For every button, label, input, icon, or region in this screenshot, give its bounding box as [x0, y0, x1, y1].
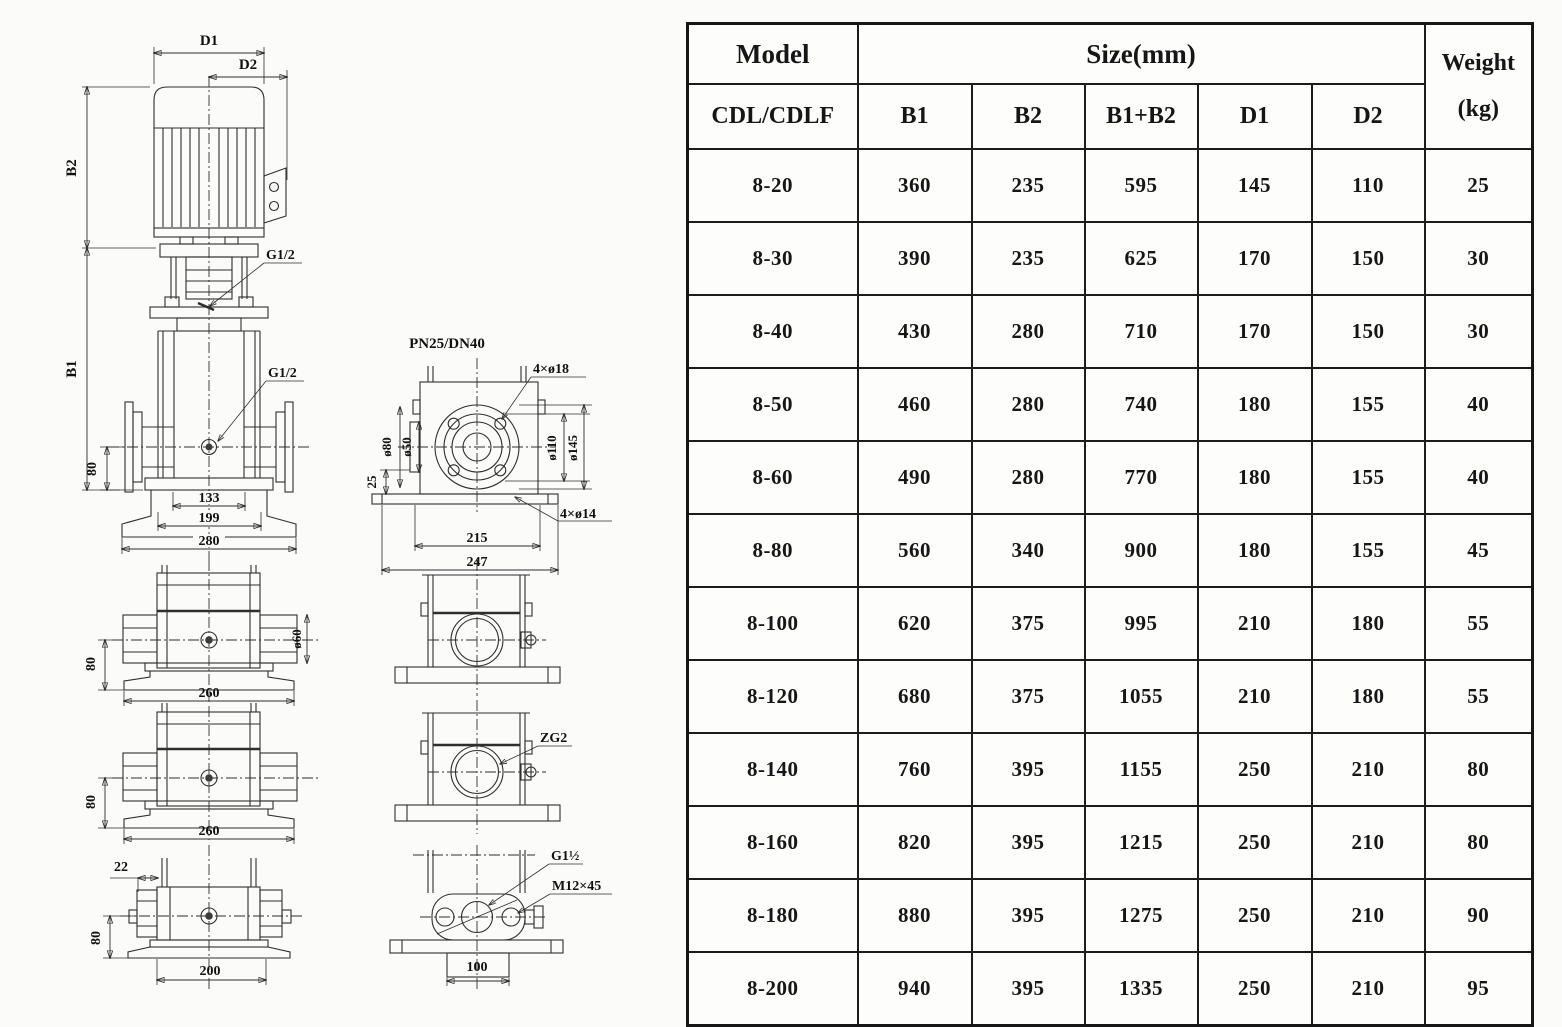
- cell-d1: 180: [1198, 368, 1312, 441]
- cell-d2: 155: [1312, 368, 1425, 441]
- cell-d2: 180: [1312, 587, 1425, 660]
- cell-b1b2: 1155: [1085, 733, 1198, 806]
- table-row: [688, 587, 1533, 660]
- cell-b1: 460: [858, 368, 972, 441]
- cell-d2: 210: [1312, 733, 1425, 806]
- callout-m12x45: M12×45: [552, 879, 602, 894]
- table-row: [688, 368, 1533, 441]
- callout-g1half: G1½: [551, 849, 580, 864]
- header-col-b2: B2: [972, 84, 1085, 149]
- table-row: [688, 514, 1533, 587]
- dim-d50: ø50: [399, 437, 414, 457]
- cell-d2: 210: [1312, 879, 1425, 952]
- weight-unit-label: (kg): [1457, 95, 1499, 122]
- cell-model: 8-80: [688, 514, 858, 587]
- side-view-2: [84, 703, 318, 844]
- header-col-b1b2: B1+B2: [1085, 84, 1198, 149]
- cell-b1: 560: [858, 514, 972, 587]
- cell-model: 8-40: [688, 295, 858, 368]
- callout-4xd14: 4×ø14: [560, 507, 596, 522]
- header-col-b1: B1: [858, 84, 972, 149]
- cell-b1: 490: [858, 441, 972, 514]
- cell-model: 8-30: [688, 222, 858, 295]
- dim-100: 100: [466, 960, 488, 975]
- cell-d1: 170: [1198, 295, 1312, 368]
- cell-d2: 110: [1312, 149, 1425, 222]
- cell-weight: 45: [1425, 514, 1533, 587]
- dim-b2: B2: [64, 159, 80, 177]
- header-weight: [1425, 24, 1533, 150]
- cell-b2: 280: [972, 441, 1085, 514]
- flange-top-view: [364, 336, 612, 575]
- dim-25: 25: [364, 475, 379, 489]
- cell-b1b2: 1055: [1085, 660, 1198, 733]
- cell-d1: 170: [1198, 222, 1312, 295]
- cell-b2: 395: [972, 806, 1085, 879]
- front-view: [64, 33, 312, 560]
- cell-d1: 250: [1198, 879, 1312, 952]
- cell-weight: 55: [1425, 587, 1533, 660]
- cell-b2: 395: [972, 733, 1085, 806]
- cell-model: 8-200: [688, 952, 858, 1026]
- cell-d1: 250: [1198, 733, 1312, 806]
- header-col-d2: D2: [1312, 84, 1425, 149]
- dim-80-bottom: 80: [89, 931, 104, 945]
- dim-247: 247: [466, 555, 488, 570]
- cell-model: 8-140: [688, 733, 858, 806]
- cell-d1: 180: [1198, 514, 1312, 587]
- cell-weight: 90: [1425, 879, 1533, 952]
- cell-b1: 940: [858, 952, 972, 1026]
- cell-b1b2: 770: [1085, 441, 1198, 514]
- callout-g12-port: G1/2: [268, 366, 297, 381]
- bottom-view: [89, 845, 302, 992]
- cell-weight: 95: [1425, 952, 1533, 1026]
- cell-b1: 760: [858, 733, 972, 806]
- cell-model: 8-180: [688, 879, 858, 952]
- table-row: [688, 441, 1533, 514]
- cell-b1b2: 1335: [1085, 952, 1198, 1026]
- cell-d1: 180: [1198, 441, 1312, 514]
- table-row: [688, 952, 1533, 1026]
- cell-model: 8-160: [688, 806, 858, 879]
- cell-d1: 250: [1198, 806, 1312, 879]
- cell-weight: 30: [1425, 222, 1533, 295]
- header-size: Size(mm): [858, 24, 1425, 85]
- cell-b1b2: 710: [1085, 295, 1198, 368]
- dim-80-front: 80: [85, 462, 100, 476]
- dim-d2: D2: [238, 57, 258, 73]
- dim-260-sv1: 260: [198, 686, 220, 701]
- callout-zg2: ZG2: [540, 731, 568, 746]
- weight-label: Weight: [1441, 49, 1515, 76]
- cell-weight: 30: [1425, 295, 1533, 368]
- cell-b2: 395: [972, 952, 1085, 1026]
- table-row: [688, 149, 1533, 222]
- dim-80-sv2: 80: [84, 795, 99, 809]
- cell-b2: 395: [972, 879, 1085, 952]
- table-row: [688, 660, 1533, 733]
- cell-b1: 360: [858, 149, 972, 222]
- cell-b2: 340: [972, 514, 1085, 587]
- cell-b1b2: 595: [1085, 149, 1198, 222]
- cell-weight: 40: [1425, 368, 1533, 441]
- cell-d2: 155: [1312, 441, 1425, 514]
- header-series: CDL/CDLF: [688, 84, 858, 149]
- dim-133: 133: [198, 491, 220, 506]
- flange-title: PN25/DN40: [409, 336, 485, 352]
- cell-b1b2: 995: [1085, 587, 1198, 660]
- cell-b2: 280: [972, 368, 1085, 441]
- cell-model: 8-60: [688, 441, 858, 514]
- table-body: [688, 149, 1533, 1026]
- callout-4xd18: 4×ø18: [533, 362, 569, 377]
- port-view-3: [390, 845, 612, 992]
- cell-b1: 390: [858, 222, 972, 295]
- callout-g12-coupling: G1/2: [266, 248, 295, 263]
- port-view-1: [395, 560, 560, 696]
- cell-d2: 155: [1312, 514, 1425, 587]
- cell-b2: 235: [972, 149, 1085, 222]
- cell-b1: 820: [858, 806, 972, 879]
- table-row: [688, 806, 1533, 879]
- cell-weight: 80: [1425, 806, 1533, 879]
- cell-b1b2: 625: [1085, 222, 1198, 295]
- dim-d80: ø80: [379, 437, 394, 457]
- port-view-2: [395, 700, 572, 834]
- dim-d60: ø60: [289, 629, 304, 649]
- dim-200: 200: [199, 964, 221, 979]
- dim-d110: ø110: [544, 435, 559, 461]
- pump-technical-drawing: [0, 0, 686, 1000]
- cell-b2: 235: [972, 222, 1085, 295]
- cell-d1: 250: [1198, 952, 1312, 1026]
- dimensions-table: [686, 22, 1534, 1027]
- cell-model: 8-100: [688, 587, 858, 660]
- cell-b1: 430: [858, 295, 972, 368]
- dim-280: 280: [198, 534, 220, 549]
- dim-d145: ø145: [565, 435, 580, 461]
- dim-b1: B1: [64, 360, 80, 378]
- table-pane: [686, 22, 1532, 1027]
- cell-model: 8-50: [688, 368, 858, 441]
- cell-model: 8-120: [688, 660, 858, 733]
- table-row: [688, 222, 1533, 295]
- dim-80-sv1: 80: [84, 657, 99, 671]
- cell-d2: 210: [1312, 806, 1425, 879]
- table-row: [688, 295, 1533, 368]
- cell-weight: 25: [1425, 149, 1533, 222]
- header-row-2: [688, 84, 1533, 149]
- cell-d2: 210: [1312, 952, 1425, 1026]
- cell-b1: 880: [858, 879, 972, 952]
- dim-260-sv2: 260: [198, 824, 220, 839]
- cell-d1: 210: [1198, 660, 1312, 733]
- cell-b1b2: 1275: [1085, 879, 1198, 952]
- cell-weight: 40: [1425, 441, 1533, 514]
- table-row: [688, 879, 1533, 952]
- header-col-d1: D1: [1198, 84, 1312, 149]
- cell-weight: 55: [1425, 660, 1533, 733]
- cell-b1b2: 900: [1085, 514, 1198, 587]
- dim-215: 215: [466, 531, 488, 546]
- cell-model: 8-20: [688, 149, 858, 222]
- cell-b1: 620: [858, 587, 972, 660]
- dim-22: 22: [114, 860, 128, 875]
- dim-199: 199: [198, 511, 220, 526]
- dim-d1: D1: [199, 33, 219, 49]
- cell-d1: 210: [1198, 587, 1312, 660]
- cell-d2: 180: [1312, 660, 1425, 733]
- cell-b1: 680: [858, 660, 972, 733]
- table-row: [688, 733, 1533, 806]
- cell-weight: 80: [1425, 733, 1533, 806]
- cell-b1b2: 1215: [1085, 806, 1198, 879]
- cell-b2: 280: [972, 295, 1085, 368]
- side-view-1: [84, 560, 318, 706]
- cell-d2: 150: [1312, 222, 1425, 295]
- cell-b2: 375: [972, 660, 1085, 733]
- cell-b2: 375: [972, 587, 1085, 660]
- header-row-1: [688, 24, 1533, 85]
- cell-b1b2: 740: [1085, 368, 1198, 441]
- cell-d2: 150: [1312, 295, 1425, 368]
- cell-d1: 145: [1198, 149, 1312, 222]
- header-model: Model: [688, 24, 858, 85]
